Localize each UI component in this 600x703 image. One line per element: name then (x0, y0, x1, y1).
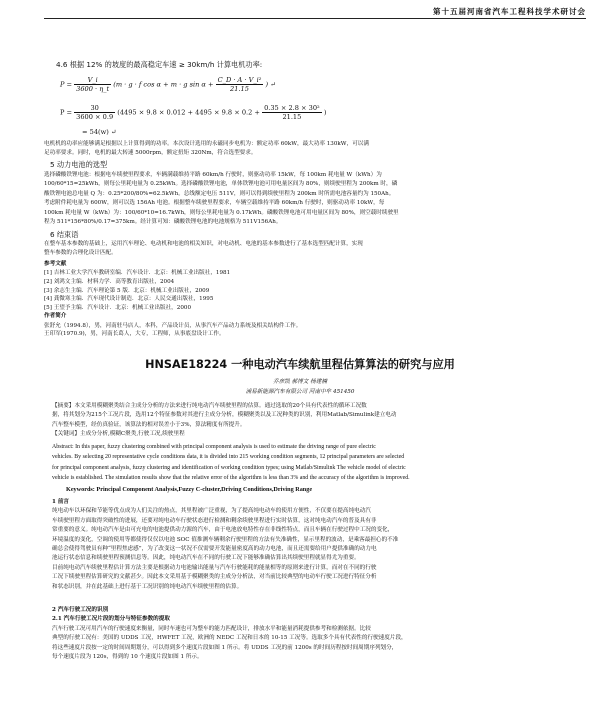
text-line: 目前纯电动汽车续驶里程估计算方法主要是根据动力电池输出能量与汽车行驶能耗的能量相等的原则来进行计算，而对在不同的行驶 (52, 564, 377, 571)
references-heading: 参考文献 (44, 261, 67, 267)
section-4-6-heading: 4.6 根据 12% 的坡度的最高稳定车速 ≥ 30km/h 计算电机功率: (56, 60, 263, 69)
paper-authors: 乔彦凯 郝博文 杨建楠 (273, 379, 327, 385)
keywords-en: Keywords: Principal Component Analysis,Fuzzy C-cluster,Driving Conditions,Driving Range (66, 485, 313, 493)
eq2-inner-fraction (262, 104, 322, 121)
page-header (0, 0, 600, 22)
section-4-6-text (44, 140, 574, 159)
text-line: 100/60*15=25kWh，则每公里耗电量为 0.25kWh。选择磷酸铁锂电池，单体铁锂电池可用电量区间为 80%，则续驶里程为 200km 时，磷 (44, 181, 398, 188)
text-line: 将这些速度片段按一定的时间周期划分，可以得到多个速度片段如图 1 所示。将 UDDS 工况的前 1200s 的时间历程按时间周期序列划分， (52, 644, 398, 651)
header-rule (44, 18, 586, 19)
reference-item: [1] 吉林工业大学汽车教研室编．汽车设计．北京：机械工业出版社，1981 (44, 270, 231, 277)
text-line: 环境温度的变化，空调的使用等都使得仅仅以电池 SOC 值推测车辆剩余行驶里程的方法有失准确性，显示里程的波动，是乘客最担心的不准 (52, 536, 399, 543)
reference-item: [4] 龚微寒主编．汽车现代设计制造．北京：人民交通出版社，1995 (44, 296, 214, 303)
eq2-fraction (74, 104, 115, 121)
keywords-cn: 【关键词】主成分分析,模糊C聚类,行驶工况,续驶里程 (52, 431, 185, 438)
text-line: 每个速度片段为 120s，得到的 10 个速度片段如图 1 所示。 (52, 654, 203, 661)
abstract-en (52, 442, 572, 495)
text-line: 程为 511*156*80%/0.17=375km。经计算可知：磷酸铁锂电池的电池规格为 511V156Ah。 (44, 219, 282, 226)
paper-affiliation: 浦易新能源汽车有限公司 河南中牟 451450 (245, 389, 355, 395)
eq1-end: ) ↵ (265, 80, 276, 89)
text-line: 汽车整车模型，经仿真验证，该算法的相对误差小于3%，算法精度有所提升。 (52, 421, 246, 428)
text-line: 工况下续驶里程估算研究的文献甚少。因此本文采用基于模糊聚类的主成分分析法，对当前比较典型的电动车行驶工况进行特征分析 (52, 574, 377, 581)
eq1-num: V_i (74, 76, 111, 85)
eq2-inner-num: 0.35 × 2.8 × 30² (264, 104, 320, 112)
eq1-den: 3600 · η_t (76, 85, 110, 93)
text-line: 酸铁锂电池总电量 Q 为：0.25*200/80%=62.5kWh。总线额定电压 511V，则可以得到续驶里程为 200km 时所需电池容量约为 150Ah。 (44, 190, 395, 197)
text-line: 考虑附件耗电量为 600W，则可以选 156Ah 电池。根据整车续驶里程要求，车辆空载维持平路 60km/h 行驶时，则驱动功率 10kW，每 (44, 200, 385, 207)
section-5-heading: 5 动力电池的选型 (50, 160, 108, 169)
section-5-text (44, 171, 574, 227)
text-line: 据，将其划分为215个工况片段，选用12个特征参数对其进行主成分分析，模糊聚类以及工况种类的识别，利用Matlab/Simulink建立电动 (52, 412, 397, 419)
text-line: 足功率要求。同时，电机的最大转速 5000rpm，额定扭矩 320Nm，符合选型要求。 (44, 150, 257, 157)
equation-general (60, 76, 276, 93)
references (44, 260, 574, 339)
eq2-mid: (4495 × 9.8 × 0.012 + 4495 × 9.8 × 0.2 + (117, 108, 260, 117)
text-line: 电机机的功率应能够满足根据以上计算得到的功率。本次设计选用的永磁同步电机为：额定功率 60kW，最大功率 130kW，可以满 (44, 141, 369, 147)
text-line: vehicles. By selecting 20 representative cycle conditions data, it is divided into 215 working condition segments, 12 principal parameters are selected (52, 454, 405, 461)
eq1-inner-fraction (216, 76, 264, 93)
section-6-heading: 6 结束语 (50, 230, 79, 239)
text-line: for principal component analysis, fuzzy clustering and identification of working condition types; using Matlab/Simulink The vehicle model of electric (52, 464, 406, 471)
author-bio-line: 王印军(1970.9)，男，河南长葛人，大专，工程师，从事底盘设计工作。 (44, 331, 225, 338)
eq2-end: ) (323, 108, 327, 117)
eq1-mid: (m · g · f cos α + m · g sin α + (113, 80, 214, 89)
author-bio-line: 张舒允（1994.8），男，河南驻马店人，本科，产品设计员，从事汽车产品动力系统及相关结构件工作。 (44, 322, 302, 329)
author-bio-heading: 作者简介 (44, 313, 67, 320)
text-line: 选择磷酸铁锂电池：根据电车续驶里程要求，车辆满载维持平路 60km/h 行驶时，则驱动功率 15kW，每 100km 耗电量 W（kWh）为 (44, 172, 382, 178)
abstract-cn (52, 402, 572, 440)
eq1-lhs: P = (60, 80, 73, 89)
eq1-inner-num: C_D · A · V_i² (217, 76, 262, 84)
text-line: 和状态识别，并在此基础上进行基于工况识别的纯电动汽车续驶里程的估算。 (52, 583, 243, 590)
text-line: 【摘要】本文采用模糊聚类结合主成分分析的方法来进行纯电动汽车续驶里程的估算。通过选取的20个具有代表性的循环工况数 (52, 403, 367, 409)
text-line: Abstract: In this paper, fuzzy clustering combined with principal component analysis is used to estimate the driving range of pure electric (52, 444, 376, 450)
eq2-inner-den: 21.15 (282, 113, 302, 121)
text-line: 池运行状态信息和续驶里程预测信息等。因此，纯电动汽车在不同的行驶工况下能够准确估算出其续驶里程就显得尤为重要。 (52, 555, 360, 562)
eq1-fraction (74, 76, 111, 93)
section-2-1-heading: 2.1 汽车行驶工况片段的划分与特征参数的提取 (52, 616, 170, 623)
section-1-heading: 1 前言 (52, 499, 70, 505)
section-2-heading: 2 汽车行驶工况的识别 (52, 607, 109, 613)
eq3-result: = 54(w) ↵ (82, 128, 117, 136)
text-line: 整车参数的合理化设计匹配。 (44, 250, 117, 257)
eq2-den: 3600 × 0.9 (76, 113, 114, 121)
text-line: 100km 耗电量 W（kWh）为：100/60*10=16.7kWh，则每公里耗电量为 0.17kWh。磷酸铁锂电池可用电量区间为 80%，则空载时续驶里 (44, 209, 399, 216)
text-line: vehicle is established. The simulation results show that the relative error of the algorithm is less than 3% and the accuracy of the algorithm is improved. (52, 475, 410, 482)
conference-title: 第十五届河南省汽车工程科技学术研讨会 (433, 7, 586, 16)
reference-item: [2] 刘鸿文主编．材料力学．高等教育出版社，2004 (44, 279, 175, 285)
section-2 (52, 606, 572, 662)
text-line: 典型的行驶工况有：美国的 UDDS 工况，HWFET 工况，欧洲的 NEDC 工况和日本的 10-15 工况等。选取多个具有代表性的行驶速度片段， (52, 635, 407, 642)
section-6-text (44, 240, 574, 259)
eq1-inner-den: 21.15 (230, 85, 249, 93)
section-1 (52, 498, 572, 592)
text-line: 确总会使得驾驶员有种“里程焦虑感”，为了改变这一状况不仅需要开发能量密度高的动力电池，而且还需要给用户提供准确的动力电 (52, 546, 377, 553)
equation-numeric (60, 104, 326, 121)
eq2-lhs: P = (60, 108, 73, 117)
text-line: 在整车基本参数的基础上，运用汽车理论、电动机和电池的相关知识，对电动机、电池的基本参数进行了基本选型匹配计算，实现 (44, 241, 363, 247)
text-line: 汽车行驶工况可用汽车的行驶速度来衡量，同时车速也可为整车的能力匹配设计，排放水平和能量消耗提供参考和检测依据。比较 (52, 625, 371, 632)
text-line: 纯电动车以环保和节能等优点成为人们关注的热点，其里程被广泛重视，为了提高纯电动车的使用方便性，不仅要在提高纯电动汽 (52, 508, 371, 515)
reference-item: [3] 余志生主编．汽车理论第 5 版．北京：机械工业出版社，2009 (44, 287, 210, 294)
eq2-num: 30 (74, 104, 115, 113)
paper-title: HNSAE18224 一种电动汽车续航里程估算算法的研究与应用 (145, 358, 455, 371)
reference-item: [5] 王望予主编．汽车设计．北京：机械工业出版社，2000 (44, 304, 192, 311)
text-line: 车续驶里程方面取得突破性的进展，还要对纯电动车行驶状态进行检测和剩余续驶里程进行实时估算，这对纯电动汽车的普及具有非 (52, 517, 377, 524)
text-line: 常重要的意义。纯电动汽车是由可充电的电池提供动力源的汽车，由于电池放电特性存在非线性特点，而且车辆在行驶过程中工况的变化， (52, 527, 394, 534)
